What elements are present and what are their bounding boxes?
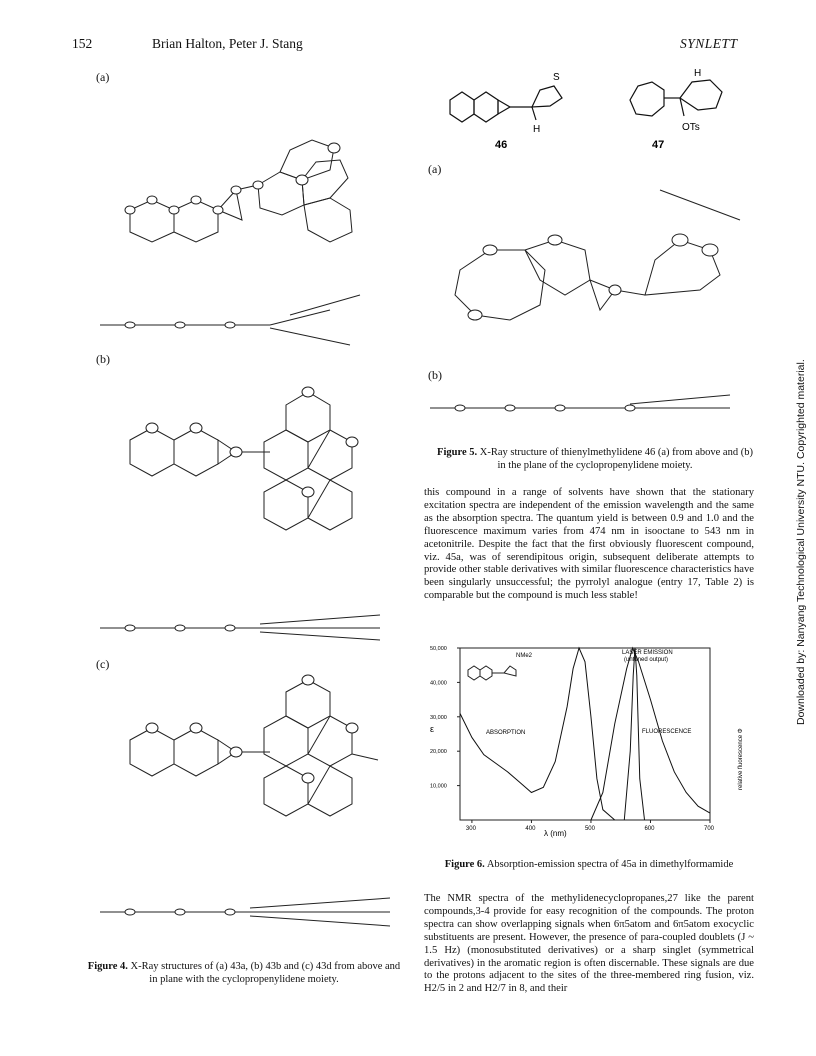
fig4-panel-a-label: (a)	[96, 70, 110, 84]
inset-molecule	[468, 666, 516, 680]
x-ticks	[466, 820, 715, 832]
x-axis-label: λ (nm)	[544, 829, 567, 838]
x-tick-label: 700	[704, 826, 715, 832]
figure4-caption	[86, 960, 402, 986]
figure5-caption-label: Figure 5.	[437, 447, 478, 458]
figure4-caption-label: Figure 4.	[87, 961, 128, 972]
figure5-caption	[436, 446, 754, 472]
figure6-caption-label: Figure 6.	[444, 859, 485, 870]
annotation-laser: LASER EMISSION	[622, 650, 673, 656]
y-axis-label: ε	[430, 724, 435, 734]
y-tick-label: 30,000	[430, 714, 447, 721]
paragraph-fluorescence: this compound in a range of solvents have shown that the stationary excitation spectra are independent of the emission wavelength and the same as the absorption spectra. The quantum yield is between 0.9 and 1.0 and the fluorescence maximum varies from 474 nm in isooctane to 543 nm in acetonitrile. Despite the fact that the first obviously fluorescent compound, viz. 45a, was of serendipitous origin, subsequent deliberate attempts to provide other stable derivatives with similar fluorescence characteristics have been singularly unsuccessful; the pyrrolyl analogue (entry 17, Table 2) is comparable but the compound is much less stable!	[424, 487, 754, 602]
journal-name: SYNLETT	[680, 36, 738, 51]
fig5-panel-a-label: (a)	[428, 162, 442, 176]
figure6-caption-text: Absorption-emission spectra of 45a in dimethylformamide	[486, 859, 734, 870]
page-number: 152	[72, 36, 93, 51]
figure4-caption-text: X-Ray structures of (a) 43a, (b) 43b and (c) 43d from above and in plane with the cyclopropenylidene moiety.	[130, 961, 401, 985]
compound46-h-label: H	[533, 124, 541, 135]
compound47-h-label: H	[694, 68, 702, 79]
compound47-ots-label: OTs	[682, 122, 700, 133]
compound-47-label: 47	[652, 139, 665, 150]
compound-structures	[440, 60, 740, 150]
y2-axis-label: relative fluorescence Φ	[738, 728, 744, 790]
annotation-fluorescence: FLUORESCENCE	[642, 729, 692, 735]
figure6-spectrum-chart	[424, 640, 754, 840]
y-ticks	[430, 646, 460, 790]
x-tick-label: 400	[525, 826, 536, 832]
thiophene-s-label: S	[553, 72, 560, 83]
watermark-text: Downloaded by: Nanyang Technological University NTU. Copyrighted material.	[795, 359, 807, 725]
running-authors: Brian Halton, Peter J. Stang	[152, 36, 303, 51]
annotation-nme2: NMe2	[516, 653, 533, 659]
figure4-crystal-structures	[90, 60, 410, 950]
x-tick-label: 300	[465, 826, 476, 832]
y-tick-label: 50,000	[430, 646, 447, 652]
fig5-panel-b-label: (b)	[428, 368, 442, 382]
figure5-crystal-structure	[430, 170, 750, 430]
compound-46-label: 46	[495, 139, 508, 150]
paragraph-nmr: The NMR spectra of the methylidenecyclopropanes,27 like the parent compounds,3-4 provide for easy recognition of the compounds. The proton spectra can show overlapping signals when 6π5atom and 6π5atom exocyclic substituents are present. However, the presence of para-coupled doublets (J ~ 1.5 Hz) (monosubstituted derivatives) or a sharp singlet (symmetrical derivatives) in the aromatic region is often discernable. These signals are due to the protons adjacent to the sites of the three-membered ring fusion, viz. H2/5 in 2 and H2/7 in 8, and their	[424, 893, 754, 995]
series-line-absorption	[460, 648, 615, 820]
y-tick-label: 20,000	[430, 749, 447, 756]
figure6-caption	[424, 858, 754, 871]
annotation-absorption: ABSORPTION	[486, 730, 526, 736]
x-tick-label: 600	[644, 826, 655, 832]
fig4-panel-b-label: (b)	[96, 352, 110, 366]
y-tick-label: 10,000	[430, 783, 447, 790]
y-tick-label: 40,000	[430, 680, 447, 687]
figure5-caption-text: X-Ray structure of thienylmethylidene 46 (a) from above and (b) in the plane of the cyclopropenylidene moiety.	[479, 447, 753, 471]
download-watermark	[795, 345, 811, 725]
fig4-panel-c-label: (c)	[96, 657, 110, 671]
x-tick-label: 500	[584, 826, 595, 832]
annotation-laser-sub: (untuned output)	[624, 657, 669, 663]
